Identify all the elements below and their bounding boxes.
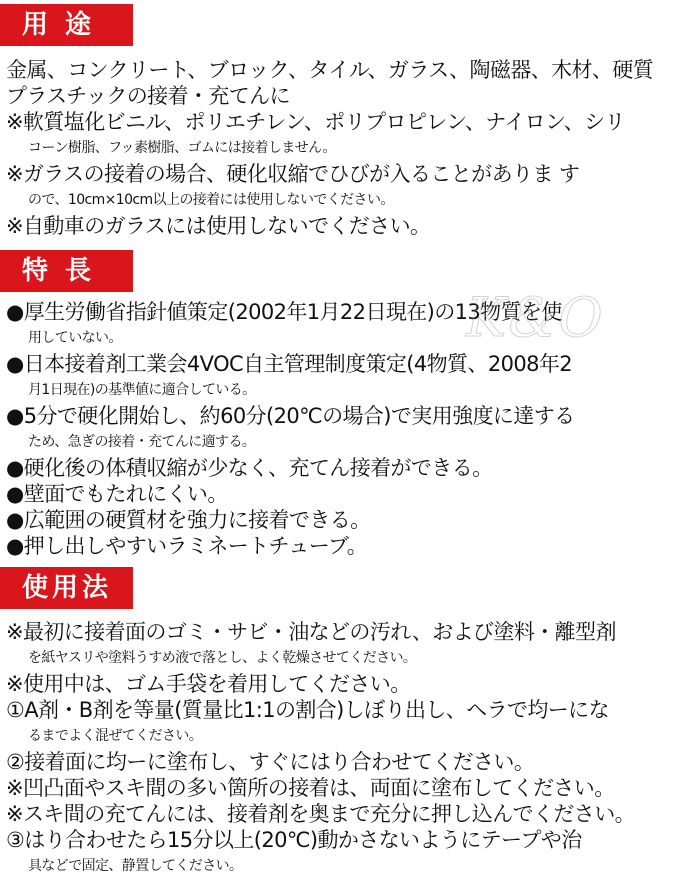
- uses-intro: [6, 57, 682, 109]
- usage-line: ※最初に接着面のゴミ・サビ・油などの汚れ、および塗料・離型剤: [6, 620, 616, 644]
- uses-note-line: コーン樹脂、フッ素樹脂、ゴムには接着しません。: [28, 140, 336, 156]
- usage-heading: 使用法: [0, 567, 133, 609]
- usage-line: ③はり合わせたら15分以上(20℃)動かさないようにテープや治: [6, 828, 582, 852]
- usage-line: るまでよく混ぜてください。: [28, 728, 203, 744]
- uses-note-line: ※軟質塩化ビニル、ポリエチレン、ポリプロピレン、ナイロン、シリ: [6, 110, 625, 134]
- brand-watermark: K&O: [466, 286, 605, 349]
- uses-notes: [6, 109, 682, 239]
- feature-line: ●広範囲の硬質材を強力に接着できる。: [6, 508, 371, 532]
- feature-line: ●押し出しやすいラミネートチューブ。: [6, 534, 368, 558]
- features-heading: 特 長: [0, 250, 133, 292]
- feature-line: ●厚生労働省指針値策定(2002年1月22日現在)の13物質を使: [6, 300, 562, 324]
- usage-line: ②接着面に均ーに塗布し、すぐにはり合わせてください。: [6, 750, 535, 774]
- uses-heading: 用 途: [0, 4, 133, 46]
- usage-line: 具などで固定、静置してください。: [28, 858, 243, 874]
- feature-line: 月1日現在)の基準値に適合している。: [28, 382, 256, 398]
- feature-line: ●5分で硬化開始し、約60分(20℃の場合)で実用強度に達する: [6, 404, 575, 428]
- usage-line: ①A剤・B剤を等量(質量比1:1の割合)しぼり出し、ヘラで均ーにな: [6, 698, 609, 722]
- features-list: [6, 299, 682, 559]
- uses-note-line: ※自動車のガラスには使用しないでください。: [6, 214, 431, 238]
- feature-line: ●壁面でもたれにくい。: [6, 482, 228, 506]
- uses-note-line: ので、10cm×10cm以上の接着には使用しないでください。: [28, 192, 394, 208]
- feature-line: ●硬化後の体積収縮が少なく、充てん接着ができる。: [6, 456, 493, 480]
- usage-line: を紙ヤスリや塗料うすめ液で落とし、よく乾燥させてください。: [28, 650, 417, 666]
- feature-line: ●日本接着剤工業会4VOC自主管理制度策定(4物質、2008年2: [6, 352, 573, 376]
- usage-line: ※スキ間の充てんには、接着剤を奥まで充分に押し込んでください。: [6, 802, 635, 826]
- usage-line: ※凹凸面やスキ間の多い箇所の接着は、両面に塗布してください。: [6, 776, 615, 800]
- uses-note-line: ※ガラスの接着の場合、硬化収縮でひびが入ることがありま す: [6, 162, 580, 186]
- uses-intro-line: 金属、コンクリート、ブロック、タイル、ガラス、陶磁器、木材、硬質: [6, 58, 654, 82]
- usage-list: [6, 619, 682, 879]
- feature-line: 用していない。: [28, 330, 122, 346]
- uses-intro-line: プラスチックの接着・充てんに: [6, 84, 290, 108]
- feature-line: ため、急ぎの接着・充てんに適する。: [28, 434, 256, 450]
- usage-line: ※使用中は、ゴム手袋を着用してください。: [6, 672, 411, 696]
